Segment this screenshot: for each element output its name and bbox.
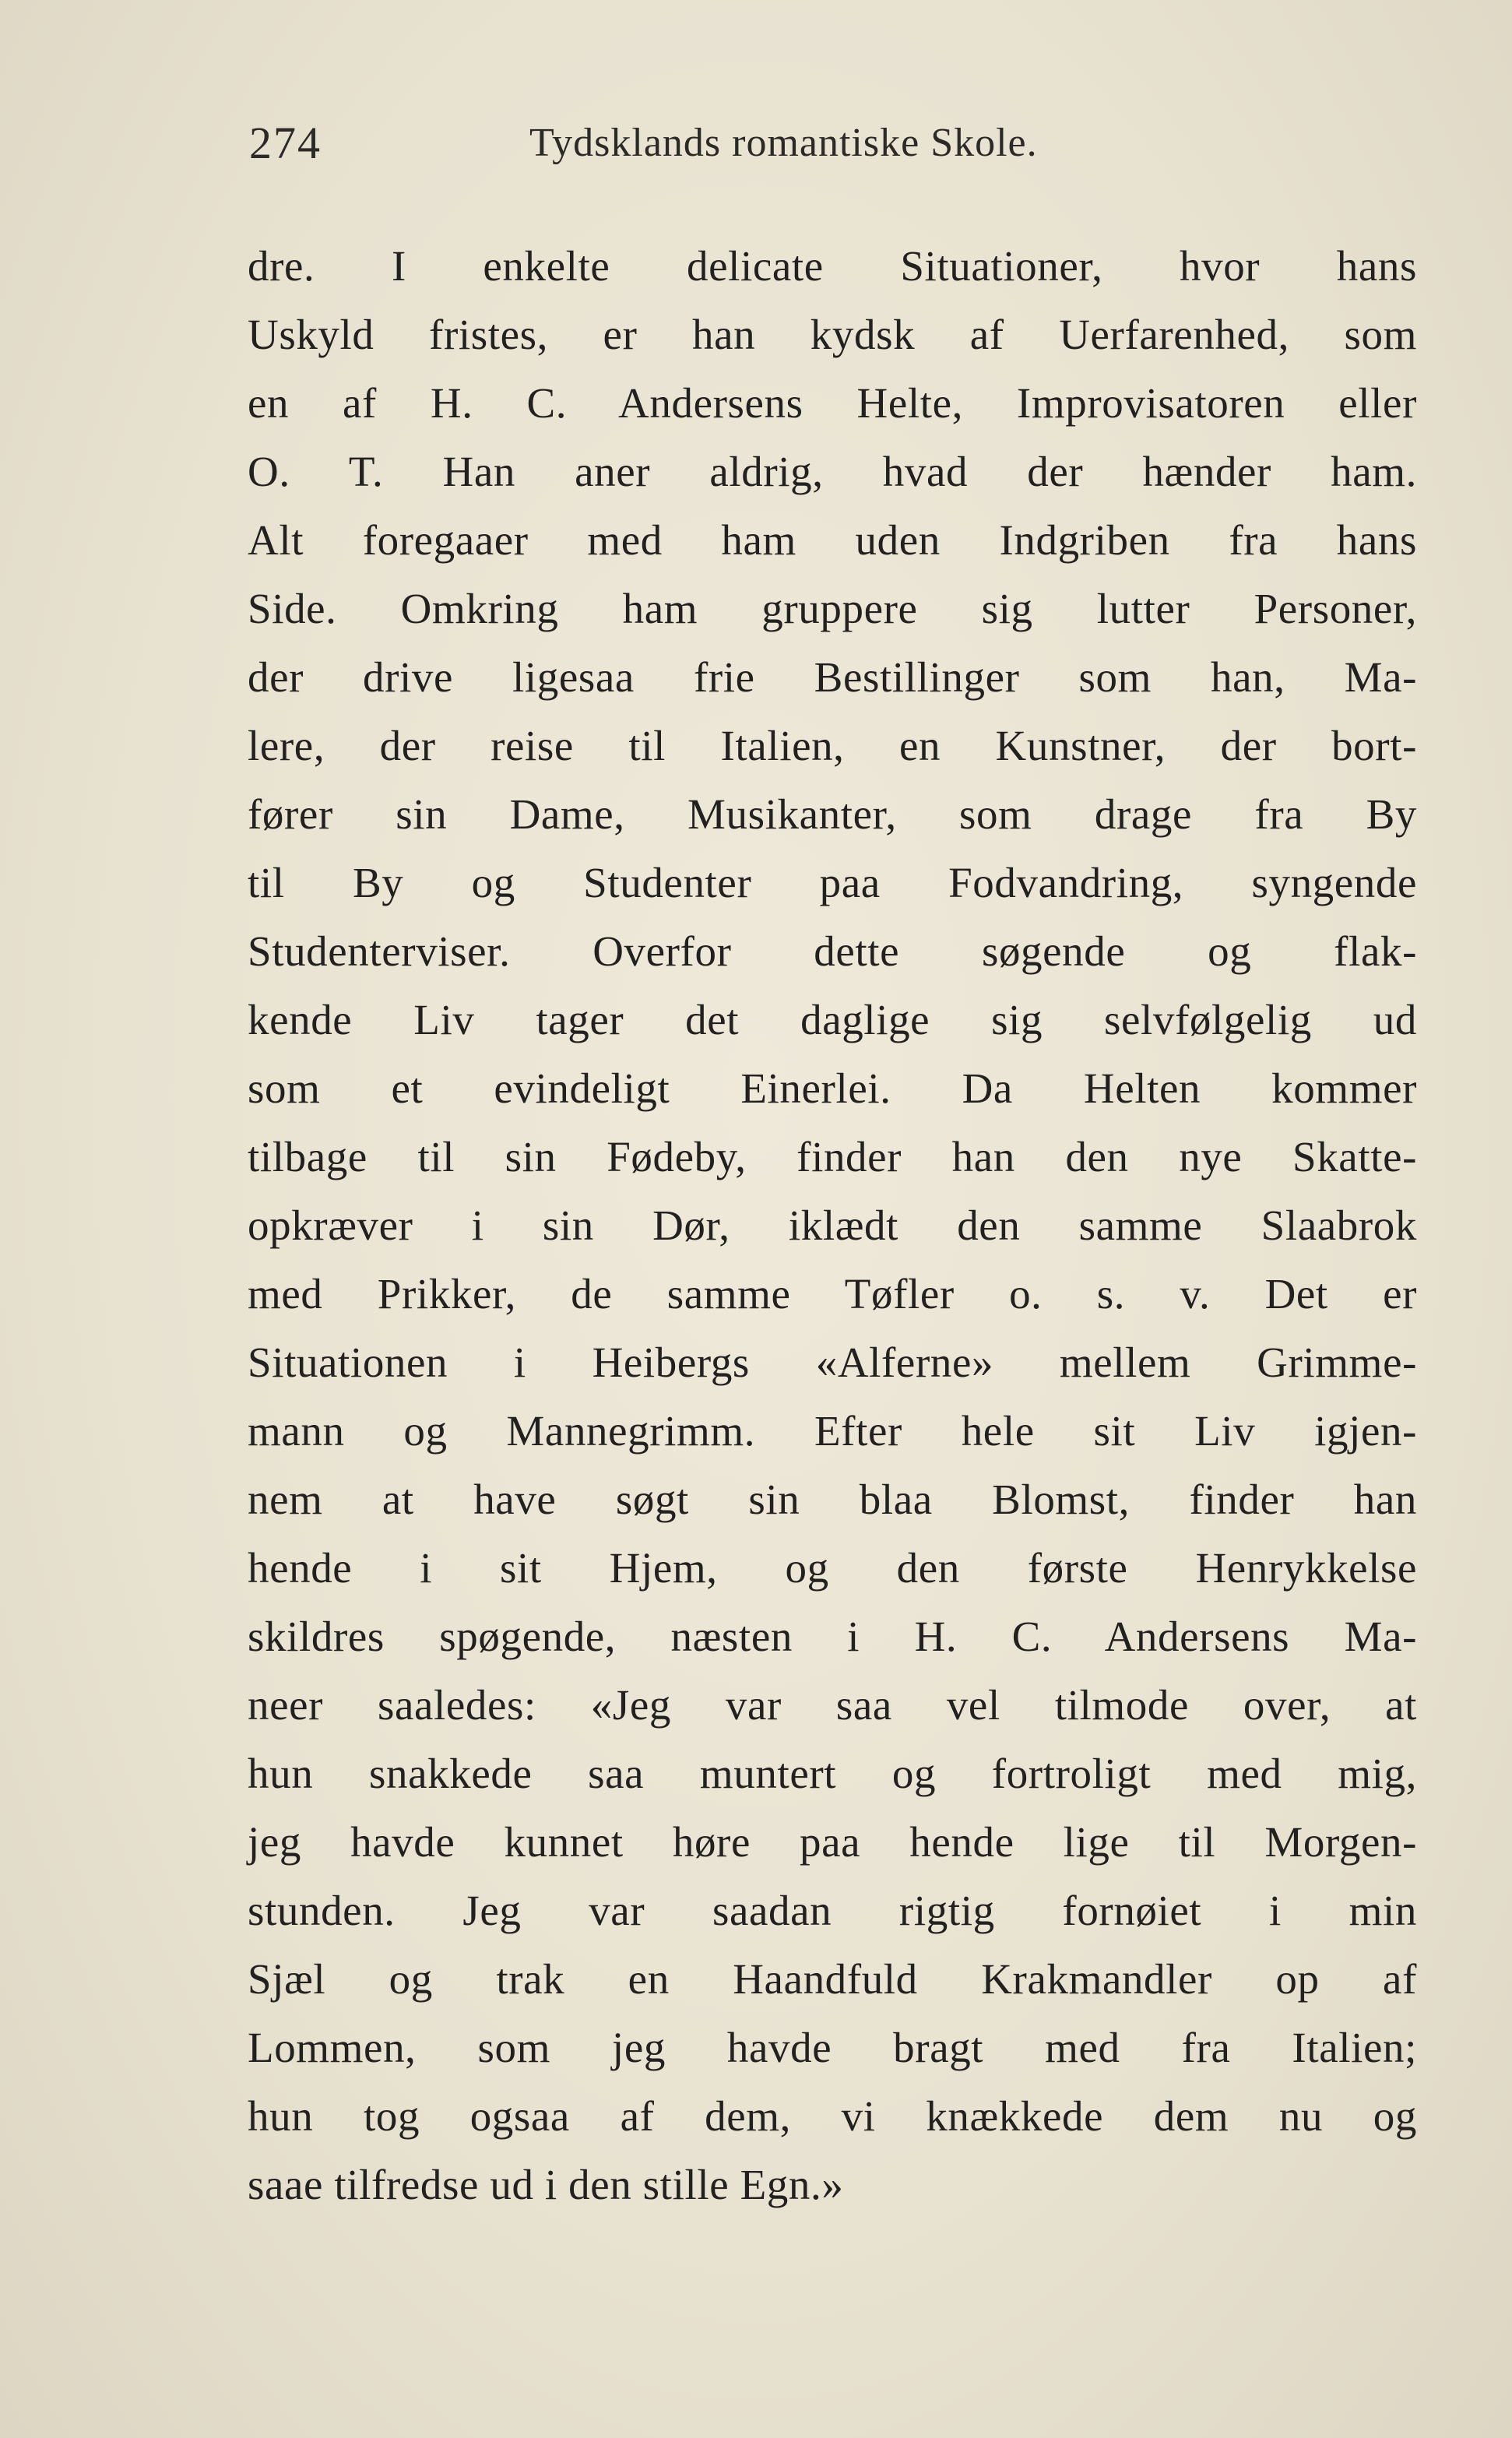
text-line: mann og Mannegrimm. Efter hele sit Liv igjen- bbox=[248, 1407, 1417, 1455]
text-line: tilbage til sin Fødeby, finder han den nye Skatte- bbox=[248, 1133, 1417, 1180]
text-line: Studenterviser. Overfor dette søgende og flak- bbox=[248, 927, 1417, 975]
text-line: hun snakkede saa muntert og fortroligt med mig, bbox=[248, 1750, 1417, 1797]
page-number: 274 bbox=[249, 118, 322, 168]
text-line: O. T. Han aner aldrig, hvad der hænder ham. bbox=[248, 448, 1417, 495]
text-line: Alt foregaaer med ham uden Indgriben fra hans bbox=[248, 516, 1417, 564]
text-line: stunden. Jeg var saadan rigtig fornøiet i min bbox=[248, 1887, 1417, 1934]
text-line: Uskyld fristes, er han kydsk af Uerfarenhed, som bbox=[248, 311, 1417, 358]
text-line: som et evindeligt Einerlei. Da Helten kommer bbox=[248, 1064, 1417, 1112]
text-line: opkræver i sin Dør, iklædt den samme Slaabrok bbox=[248, 1201, 1417, 1249]
running-title: Tydsklands romantiske Skole. bbox=[529, 121, 1038, 165]
text-line: hun tog ogsaa af dem, vi knækkede dem nu og bbox=[248, 2092, 1417, 2140]
text-line: Situationen i Heibergs «Alferne» mellem Grimme- bbox=[248, 1339, 1417, 1386]
text-line: skildres spøgende, næsten i H. C. Andersens Ma- bbox=[248, 1613, 1417, 1660]
text-line: Sjæl og trak en Haandfuld Krakmandler op af bbox=[248, 1955, 1417, 2003]
text-line: saae tilfredse ud i den stille Egn.» bbox=[248, 2161, 844, 2208]
text-line: der drive ligesaa frie Bestillinger som han, Ma- bbox=[248, 653, 1417, 701]
text-line: en af H. C. Andersens Helte, Improvisatoren eller bbox=[248, 379, 1417, 427]
text-line: med Prikker, de samme Tøfler o. s. v. Det er bbox=[248, 1270, 1417, 1318]
page-header bbox=[249, 117, 1417, 179]
text-line: fører sin Dame, Musikanter, som drage fra By bbox=[248, 790, 1417, 838]
text-line: til By og Studenter paa Fodvandring, syngende bbox=[248, 859, 1417, 906]
text-line: kende Liv tager det daglige sig selvfølgelig ud bbox=[248, 996, 1417, 1043]
text-line: nem at have søgt sin blaa Blomst, finder han bbox=[248, 1476, 1417, 1523]
text-line: jeg havde kunnet høre paa hende lige til Morgen- bbox=[248, 1818, 1417, 1866]
text-line: hende i sit Hjem, og den første Henrykkelse bbox=[248, 1544, 1417, 1592]
text-line: dre. I enkelte delicate Situationer, hvor hans bbox=[248, 242, 1417, 290]
text-line: lere, der reise til Italien, en Kunstner, der bort- bbox=[248, 722, 1417, 769]
text-line: Side. Omkring ham gruppere sig lutter Personer, bbox=[248, 585, 1417, 632]
text-line: neer saaledes: «Jeg var saa vel tilmode over, at bbox=[248, 1681, 1417, 1729]
body-text bbox=[248, 232, 1417, 2219]
text-line: Lommen, som jeg havde bragt med fra Italien; bbox=[248, 2024, 1417, 2071]
